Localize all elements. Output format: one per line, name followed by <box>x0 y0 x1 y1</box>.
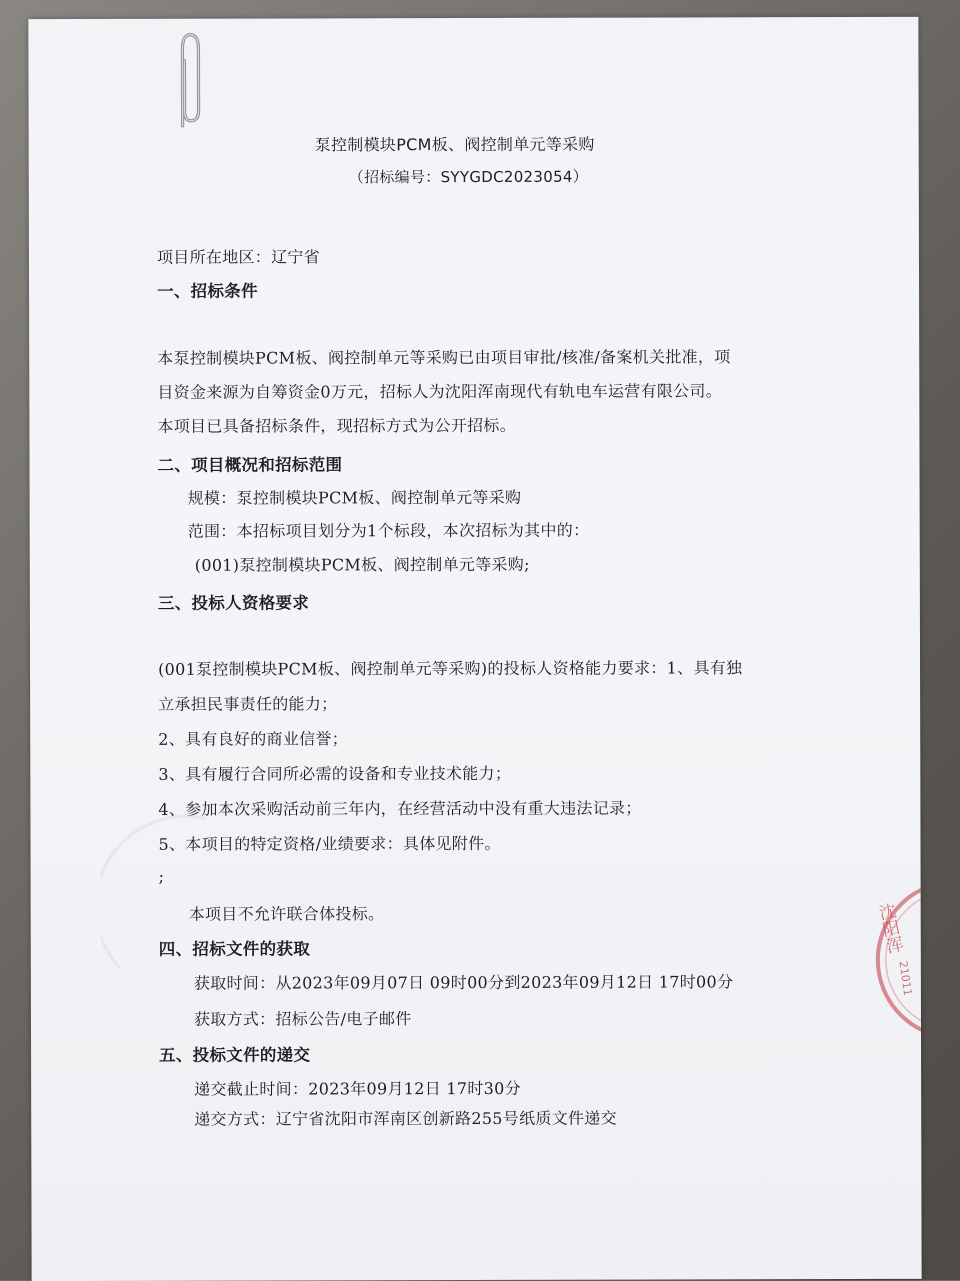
submission-method: 递交方式：辽宁省沈阳市浑南区创新路255号纸质文件递交 <box>194 1108 617 1129</box>
section-3-line: 4、参加本次采购活动前三年内，在经营活动中没有重大违法记录； <box>158 798 642 819</box>
project-region: 项目所在地区：辽宁省 <box>156 247 321 267</box>
document-page <box>28 17 921 1281</box>
section-4-heading: 四、招标文件的获取 <box>158 939 311 959</box>
section-3-line: (001泵控制模块PCM板、阀控制单元等采购)的投标人资格能力要求：1、具有独 <box>158 658 743 679</box>
paper-clip-icon <box>168 31 204 131</box>
section-5-heading: 五、投标文件的递交 <box>159 1045 311 1065</box>
stamp-number: 21011 <box>896 960 915 997</box>
section-3-line: 2、具有良好的商业信誉； <box>158 729 349 749</box>
joint-bid-note: 本项目不允许联合体投标。 <box>188 904 385 924</box>
section-1-heading: 一、招标条件 <box>157 281 258 301</box>
section-2-lot: (001)泵控制模块PCM板、阀控制单元等采购; <box>194 554 530 575</box>
section-2-heading: 二、项目概况和招标范围 <box>157 455 343 475</box>
section-3-heading: 三、投标人资格要求 <box>157 593 310 613</box>
section-1-line: 本泵控制模块PCM板、阀控制单元等采购已由项目审批/核准/备案机关批准，项 <box>157 347 731 368</box>
stamp-text: 沈阳浑 <box>873 901 904 956</box>
section-3-line: 立承担民事责任的能力； <box>158 694 338 714</box>
acquisition-time: 获取时间：从2023年09月07日 09时00分到2023年09月12日 17时00分 <box>193 972 734 993</box>
section-2-scale: 规模：泵控制模块PCM板、阀控制单元等采购 <box>187 487 522 508</box>
acquisition-method: 获取方式：招标公告/电子邮件 <box>193 1009 412 1029</box>
section-2-scope: 范围：本招标项目划分为1个标段，本次招标为其中的： <box>187 520 590 541</box>
document-title: 泵控制模块PCM板、阀控制单元等采购 <box>314 134 595 155</box>
section-3-line: ; <box>158 866 165 886</box>
tender-number: （招标编号：SYYGDC2023054） <box>348 167 589 187</box>
section-3-line: 5、本项目的特定资格/业绩要求：具体见附件。 <box>158 833 501 854</box>
submission-deadline: 递交截止时间：2023年09月12日 17时30分 <box>194 1078 521 1099</box>
section-1-line: 本项目已具备招标条件，现招标方式为公开招标。 <box>157 415 517 436</box>
section-1-line: 目资金来源为自筹资金0万元，招标人为沈阳浑南现代有轨电车运营有限公司。 <box>157 381 723 402</box>
section-3-line: 3、具有履行合同所必需的设备和专业技术能力； <box>158 763 512 784</box>
